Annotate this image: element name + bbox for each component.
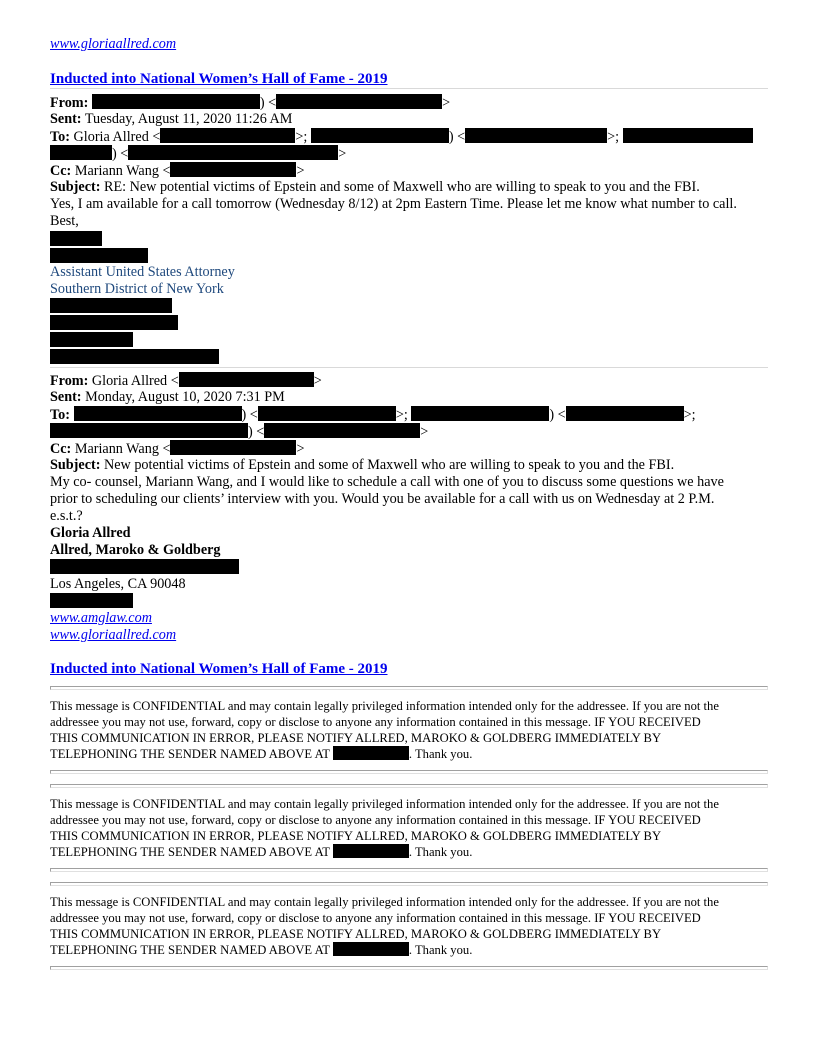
disclaimer-line — [50, 746, 768, 762]
sig-name: Gloria Allred — [50, 525, 131, 541]
email1-closing: Best, — [50, 213, 79, 229]
divider — [50, 868, 768, 872]
from-label: From: — [50, 95, 89, 111]
sent-label: Sent: — [50, 111, 82, 127]
email2-sent-date: Monday, August 10, 2020 7:31 PM — [85, 389, 285, 405]
email2-to-line-2: ) < > — [50, 423, 428, 441]
email1-body: Yes, I am available for a call tomorrow (Wednesday 8/12) at 2pm Eastern Time. Please let me know what number to call. — [50, 196, 737, 212]
sig-firm: Allred, Maroko & Goldberg — [50, 542, 221, 558]
disclaimer-text: . Thank you. — [408, 747, 473, 761]
redaction — [160, 128, 295, 143]
amglaw-link[interactable]: www.amglaw.com — [50, 610, 152, 626]
sig-city: Los Angeles, CA 90048 — [50, 576, 186, 592]
disclaimer-line: addressee you may not use, forward, copy or disclose to anyone any information contained in this message. IF YOU RECEIVED — [50, 715, 701, 729]
redaction — [333, 746, 409, 760]
redaction — [333, 844, 409, 858]
hall-of-fame-link[interactable]: Inducted into National Women’s Hall of Fame - 2019 — [50, 661, 388, 677]
disclaimer-line: THIS COMMUNICATION IN ERROR, PLEASE NOTIFY ALLRED, MAROKO & GOLDBERG IMMEDIATELY BY — [50, 731, 662, 745]
email2-cc-line: Cc: Mariann Wang < > — [50, 441, 305, 457]
email2-from-name: Gloria Allred < — [91, 373, 179, 389]
disclaimer-text: . Thank you. — [408, 845, 473, 859]
redaction — [264, 423, 420, 438]
divider — [50, 770, 768, 774]
redaction — [50, 145, 112, 160]
disclaimer-block — [50, 698, 768, 762]
email1-to-line: To: Gloria Allred < >; ) < >; — [50, 128, 753, 146]
email2-body-line-3: e.s.t.? — [50, 508, 83, 524]
redaction — [311, 128, 449, 143]
cc-label: Cc: — [50, 163, 72, 179]
divider — [50, 784, 768, 788]
email2-subject: New potential victims of Epstein and some of Maxwell who are willing to speak to you and the FBI. — [104, 457, 675, 473]
disclaimer-line: This message is CONFIDENTIAL and may contain legally privileged information intended only for the addressee. If you are not the — [50, 797, 719, 811]
disclaimer-line: THIS COMMUNICATION IN ERROR, PLEASE NOTIFY ALLRED, MAROKO & GOLDBERG IMMEDIATELY BY — [50, 927, 662, 941]
disclaimer-line — [50, 942, 768, 958]
email2-from-line: From: Gloria Allred < > — [50, 373, 322, 389]
top-website-link[interactable]: www.gloriaallred.com — [50, 36, 177, 52]
email2-sent-line — [50, 389, 285, 406]
gloriaallred-link[interactable]: www.gloriaallred.com — [50, 627, 177, 643]
email1-subject: RE: New potential victims of Epstein and some of Maxwell who are willing to speak to you and the FBI. — [104, 179, 700, 195]
redaction — [50, 248, 148, 263]
email2-body-line-2: prior to scheduling our clients’ interview with you. Would you be available for a call with us on Wednesday at 2 P.M. — [50, 491, 715, 507]
to-label: To: — [50, 129, 70, 145]
redaction — [128, 145, 338, 160]
redaction — [276, 94, 442, 109]
disclaimer-text: TELEPHONING THE SENDER NAMED ABOVE AT — [50, 845, 330, 859]
email2-subject-line — [50, 457, 674, 474]
email1-cc-line: Cc: Mariann Wang < > — [50, 163, 305, 179]
redaction — [179, 372, 314, 387]
redaction — [170, 162, 296, 177]
hall-of-fame-link[interactable]: Inducted into National Women’s Hall of Fame - 2019 — [50, 71, 388, 87]
redaction — [50, 315, 178, 330]
redaction — [50, 593, 133, 608]
disclaimer-block — [50, 894, 768, 958]
redaction — [50, 231, 102, 246]
disclaimer-text: . Thank you. — [408, 943, 473, 957]
redaction — [170, 440, 296, 455]
cc-label: Cc: — [50, 441, 72, 457]
redaction — [50, 423, 248, 438]
disclaimer-line: addressee you may not use, forward, copy or disclose to anyone any information contained in this message. IF YOU RECEIVED — [50, 813, 701, 827]
email2-cc-name: Mariann Wang < — [74, 441, 171, 457]
disclaimer-text: TELEPHONING THE SENDER NAMED ABOVE AT — [50, 747, 330, 761]
redaction — [258, 406, 396, 421]
redaction — [50, 332, 133, 347]
email2-to-line: To: ) < >; ) < >; — [50, 407, 696, 423]
disclaimer-line: THIS COMMUNICATION IN ERROR, PLEASE NOTIFY ALLRED, MAROKO & GOLDBERG IMMEDIATELY BY — [50, 829, 662, 843]
divider — [50, 367, 768, 368]
redaction — [411, 406, 549, 421]
divider — [50, 966, 768, 970]
email1-to-name: Gloria Allred < — [73, 129, 161, 145]
redaction — [92, 94, 260, 109]
email1-from-line: From: ) < > — [50, 95, 451, 111]
disclaimer-text: TELEPHONING THE SENDER NAMED ABOVE AT — [50, 943, 330, 957]
divider — [50, 88, 768, 89]
divider — [50, 882, 768, 886]
subject-label: Subject: — [50, 457, 101, 473]
from-label: From: — [50, 373, 89, 389]
redaction — [333, 942, 409, 956]
redaction — [50, 559, 239, 574]
email1-sent-date: Tuesday, August 11, 2020 11:26 AM — [84, 111, 293, 127]
email1-to-line-2: ) < > — [50, 145, 346, 163]
redaction — [74, 406, 242, 421]
redaction — [465, 128, 607, 143]
disclaimer-block — [50, 796, 768, 860]
redaction — [50, 298, 172, 313]
redaction — [566, 406, 684, 421]
email2-body-line-1: My co- counsel, Mariann Wang, and I would like to schedule a call with one of you to discuss some questions we have — [50, 474, 724, 490]
sig-office: Southern District of New York — [50, 281, 224, 297]
disclaimer-line: This message is CONFIDENTIAL and may contain legally privileged information intended only for the addressee. If you are not the — [50, 699, 719, 713]
sig-title: Assistant United States Attorney — [50, 264, 235, 280]
sent-label: Sent: — [50, 389, 82, 405]
subject-label: Subject: — [50, 179, 101, 195]
disclaimer-line — [50, 844, 768, 860]
redaction — [623, 128, 753, 143]
divider — [50, 686, 768, 690]
email1-subject-line — [50, 179, 700, 196]
email1-sent-line — [50, 111, 292, 128]
disclaimer-line: addressee you may not use, forward, copy or disclose to anyone any information contained in this message. IF YOU RECEIVED — [50, 911, 701, 925]
to-label: To: — [50, 407, 70, 423]
email1-cc-name: Mariann Wang < — [74, 163, 171, 179]
disclaimer-line: This message is CONFIDENTIAL and may contain legally privileged information intended only for the addressee. If you are not the — [50, 895, 719, 909]
redaction — [50, 349, 219, 364]
